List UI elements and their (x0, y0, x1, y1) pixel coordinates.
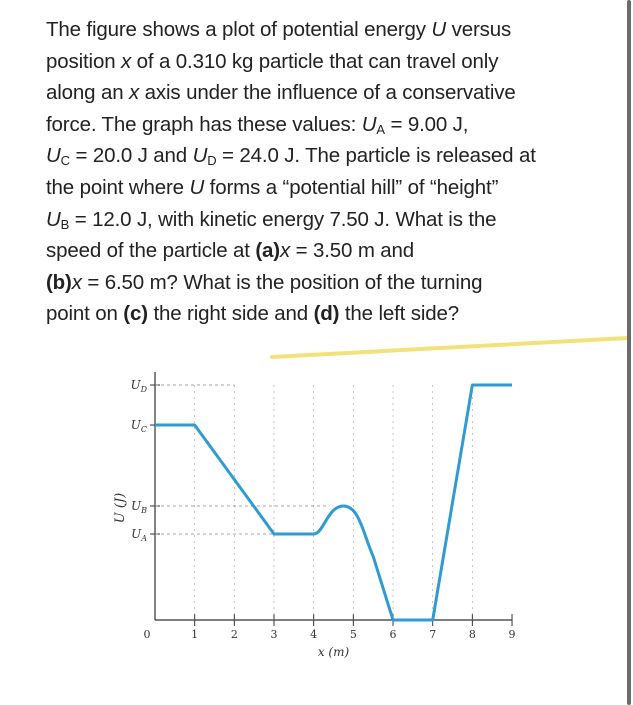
x-axis-title: x (m) (317, 645, 350, 659)
question-line: $U_B = 12.0$ J, with kinetic energy 7.50 J. What is the (46, 207, 497, 232)
x-tick-label: 7 (429, 628, 437, 641)
question-line: point on (c) the right side and (d) the left side? (46, 302, 460, 326)
x-tick-label: 5 (349, 628, 357, 641)
y-level-label: $U_D$ (130, 378, 147, 394)
question-line: the point where U forms a “potential hill” of “height” (46, 175, 499, 199)
x-tick-label: 2 (230, 628, 238, 641)
y-axis-title: U (J) (113, 492, 128, 524)
question-line: The figure shows a plot of potential energy U versus (46, 18, 512, 41)
potential-curve (155, 385, 512, 620)
question-line: $U_C = 20.0$ J and $U_D = 24.0$ J. The particle is released at (46, 144, 536, 169)
question-line: speed of the particle at (a)x = 3.50 m and (46, 239, 415, 263)
y-level-label: $U_B$ (130, 499, 147, 515)
x-tick-label: 8 (468, 628, 476, 641)
x-tick-label: 1 (191, 628, 199, 641)
y-level-label: $U_C$ (130, 418, 147, 434)
question-line: along an x axis under the influence of a conservative (46, 81, 516, 105)
x-tick-label: 4 (310, 628, 318, 641)
question-line: (b)x = 6.50 m? What is the position of the turning (46, 270, 483, 294)
x-tick-label: 9 (508, 628, 516, 641)
question-line: force. The graph has these values: $U_A = 9.00$ J, (46, 112, 469, 137)
x-tick-label: 0 (143, 628, 151, 641)
x-tick-label: 3 (270, 628, 278, 641)
question-line: position x of a 0.310 kg particle that can travel only (46, 49, 499, 73)
y-level-label: $U_A$ (131, 527, 147, 543)
scrollbar[interactable] (627, 0, 631, 705)
x-tick-label: 6 (389, 628, 397, 641)
